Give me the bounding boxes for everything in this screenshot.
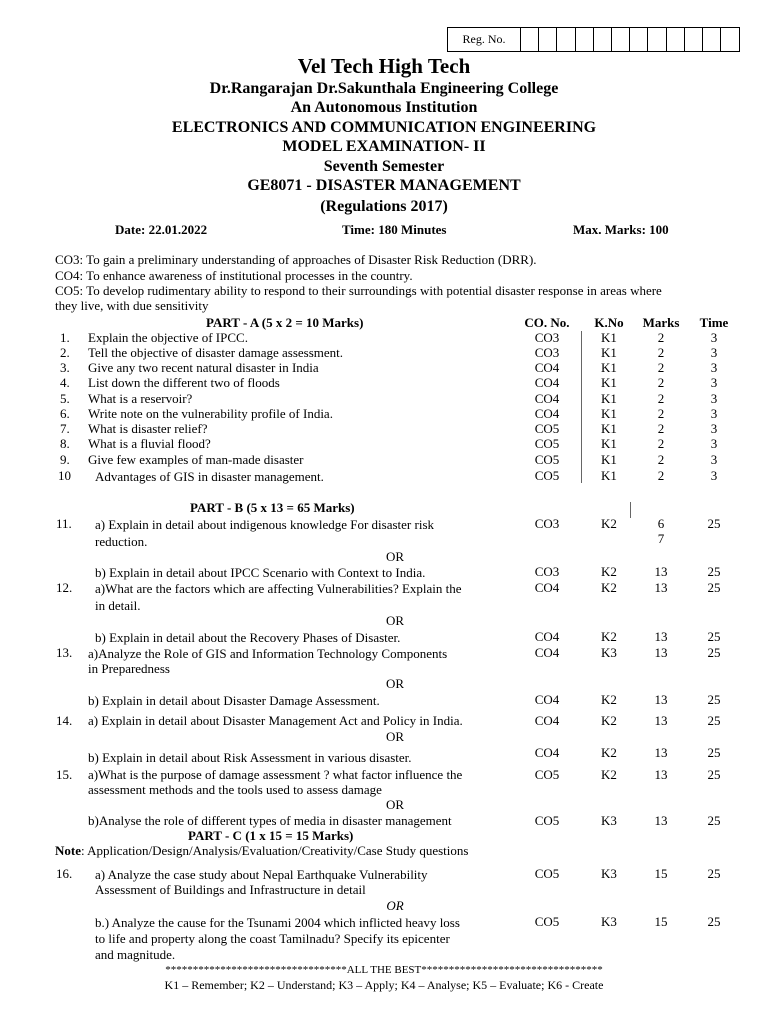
reg-no-cell xyxy=(703,28,721,51)
question-number: 4. xyxy=(60,375,70,390)
course-outcome-co4: CO4: To enhance awareness of institutional processes in the country. xyxy=(55,268,413,283)
question-k: K1 xyxy=(601,452,617,467)
question-text-cont: reduction. xyxy=(95,534,148,549)
question-co: CO5 xyxy=(534,452,560,467)
question-time: 3 xyxy=(710,391,718,406)
question-co: CO5 xyxy=(534,866,560,881)
all-the-best: *********************************ALL THE BEST********************************* xyxy=(165,964,603,976)
question-text: What is a reservoir? xyxy=(88,391,193,406)
question-number: 10 xyxy=(58,468,71,483)
question-marks: 2 xyxy=(657,421,665,436)
question-time: 3 xyxy=(710,375,718,390)
or-separator: OR xyxy=(385,613,405,628)
question-text: Give few examples of man-made disaster xyxy=(88,452,304,467)
question-number: 12. xyxy=(56,580,73,595)
part-a-title: PART - A (5 x 2 = 10 Marks) xyxy=(206,315,364,330)
question-co: CO5 xyxy=(534,767,560,782)
column-divider xyxy=(581,331,582,483)
question-number: 16. xyxy=(56,866,73,881)
question-marks: 2 xyxy=(657,436,665,451)
or-separator: OR xyxy=(385,797,405,812)
question-text: Give any two recent natural disaster in India xyxy=(88,360,319,375)
question-text: b) Explain in detail about the Recovery Phases of Disaster. xyxy=(95,630,401,645)
reg-no-cell xyxy=(576,28,594,51)
course-outcome-co5-cont: they live, with due sensitivity xyxy=(55,298,209,313)
question-text: Explain the objective of IPCC. xyxy=(88,330,248,345)
question-time: 3 xyxy=(710,345,718,360)
question-marks: 13 xyxy=(654,629,668,644)
question-text: a)What is the purpose of damage assessment ? what factor influence the xyxy=(88,767,463,782)
question-text: b.) Analyze the cause for the Tsunami 2004 which inflicted heavy loss xyxy=(95,915,460,930)
or-separator: OR xyxy=(385,549,405,564)
question-marks: 15 xyxy=(654,914,668,929)
question-text: Write note on the vulnerability profile of India. xyxy=(88,406,333,421)
question-text: Advantages of GIS in disaster management. xyxy=(95,469,324,484)
question-number: 11. xyxy=(56,516,72,531)
question-time: 3 xyxy=(710,406,718,421)
question-marks: 13 xyxy=(654,692,668,707)
question-co: CO4 xyxy=(534,360,560,375)
question-k: K2 xyxy=(601,564,617,579)
question-number: 7. xyxy=(60,421,70,436)
question-k: K1 xyxy=(601,360,617,375)
question-co: CO4 xyxy=(534,629,560,644)
reg-no-cell xyxy=(594,28,612,51)
question-co: CO5 xyxy=(534,468,560,483)
part-c-title: PART - C (1 x 15 = 15 Marks) xyxy=(188,828,354,843)
course-outcome-co3: CO3: To gain a preliminary understanding of approaches of Disaster Risk Reduction (DRR). xyxy=(55,252,537,267)
question-time: 3 xyxy=(710,468,718,483)
question-k: K1 xyxy=(601,468,617,483)
question-text-cont: assessment methods and the tools used to assess damage xyxy=(88,782,382,797)
question-text: a) Explain in detail about indigenous knowledge For disaster risk xyxy=(95,517,435,532)
question-time: 25 xyxy=(707,516,721,531)
course-title: GE8071 - DISASTER MANAGEMENT xyxy=(247,177,521,194)
reg-no-cell xyxy=(521,28,539,51)
question-co: CO5 xyxy=(534,421,560,436)
question-co: CO4 xyxy=(534,391,560,406)
question-marks: 13 xyxy=(654,767,668,782)
question-co: CO5 xyxy=(534,813,560,828)
reg-no-cell xyxy=(612,28,630,51)
question-k: K3 xyxy=(601,813,617,828)
part-c-note xyxy=(55,843,468,858)
reg-no-cell xyxy=(539,28,557,51)
question-co: CO3 xyxy=(534,516,560,531)
question-time: 25 xyxy=(707,813,721,828)
question-time: 25 xyxy=(707,866,721,881)
question-marks: 13 xyxy=(654,564,668,579)
question-co: CO4 xyxy=(534,406,560,421)
reg-no-cell xyxy=(667,28,685,51)
question-time: 25 xyxy=(707,645,721,660)
question-marks: 2 xyxy=(657,468,665,483)
question-k: K1 xyxy=(601,436,617,451)
question-time: 25 xyxy=(707,692,721,707)
question-k: K2 xyxy=(601,745,617,760)
question-text: a)What are the factors which are affecting Vulnerabilities? Explain the xyxy=(95,581,462,596)
question-marks: 2 xyxy=(657,391,665,406)
question-time: 25 xyxy=(707,767,721,782)
question-k: K1 xyxy=(601,406,617,421)
question-marks: 2 xyxy=(657,406,665,421)
question-text: a) Explain in detail about Disaster Management Act and Policy in India. xyxy=(88,713,463,728)
regulations: (Regulations 2017) xyxy=(320,198,448,215)
question-number: 15. xyxy=(56,767,73,782)
question-text: a) Analyze the case study about Nepal Earthquake Vulnerability xyxy=(95,867,428,882)
question-text-cont: Assessment of Buildings and Infrastructure in detail xyxy=(95,882,366,897)
question-k: K2 xyxy=(601,516,617,531)
question-marks: 2 xyxy=(657,360,665,375)
or-separator: OR xyxy=(386,898,404,913)
question-number: 2. xyxy=(60,345,70,360)
question-text: b) Explain in detail about Disaster Damage Assessment. xyxy=(88,693,380,708)
question-k: K3 xyxy=(601,866,617,881)
question-text: b) Explain in detail about IPCC Scenario with Context to India. xyxy=(95,565,426,580)
institution-name: Vel Tech High Tech xyxy=(297,54,471,78)
exam-date: Date: 22.01.2022 xyxy=(115,222,208,237)
question-co: CO4 xyxy=(534,375,560,390)
question-number: 6. xyxy=(60,406,70,421)
question-text: b) Explain in detail about Risk Assessment in various disaster. xyxy=(88,750,412,765)
question-marks: 13 xyxy=(654,645,668,660)
note-label: Note xyxy=(55,843,81,858)
question-text-cont: and magnitude. xyxy=(95,947,176,962)
question-number: 9. xyxy=(60,452,70,467)
col-header-co: CO. No. xyxy=(524,315,570,330)
question-text: What is a fluvial flood? xyxy=(88,436,211,451)
question-text-cont: to life and property along the coast Tamilnadu? Specify its epicenter xyxy=(95,931,450,946)
question-k: K2 xyxy=(601,692,617,707)
question-marks: 15 xyxy=(654,866,668,881)
col-header-marks: Marks xyxy=(642,315,680,330)
question-co: CO4 xyxy=(534,580,560,595)
question-time: 25 xyxy=(707,564,721,579)
question-marks: 13 xyxy=(654,713,668,728)
question-k: K1 xyxy=(601,345,617,360)
question-time: 3 xyxy=(710,421,718,436)
question-co: CO4 xyxy=(534,713,560,728)
or-separator: OR xyxy=(385,676,405,691)
exam-name: MODEL EXAMINATION- II xyxy=(282,138,486,155)
question-k: K2 xyxy=(601,713,617,728)
question-time: 3 xyxy=(710,436,718,451)
question-co: CO4 xyxy=(534,745,560,760)
note-text: : Application/Design/Analysis/Evaluation/Creativity/Case Study questions xyxy=(81,843,469,858)
max-marks: Max. Marks: 100 xyxy=(573,222,669,237)
question-number: 8. xyxy=(60,436,70,451)
question-k: K2 xyxy=(601,629,617,644)
reg-no-cell xyxy=(557,28,575,51)
col-header-k: K.No xyxy=(594,315,624,330)
question-co: CO5 xyxy=(534,436,560,451)
department-name: ELECTRONICS AND COMMUNICATION ENGINEERING xyxy=(171,119,597,136)
knowledge-level-legend: K1 – Remember; K2 – Understand; K3 – Apply; K4 – Analyse; K5 – Evaluate; K6 - Create xyxy=(164,978,604,992)
question-text-cont: in detail. xyxy=(95,598,141,613)
question-marks: 7 xyxy=(657,531,665,546)
question-co: CO3 xyxy=(534,330,560,345)
question-text: b)Analyse the role of different types of media in disaster management xyxy=(88,813,452,828)
question-time: 25 xyxy=(707,713,721,728)
part-b-title: PART - B (5 x 13 = 65 Marks) xyxy=(190,500,355,515)
autonomous-line: An Autonomous Institution xyxy=(290,99,478,116)
question-co: CO4 xyxy=(534,645,560,660)
question-number: 1. xyxy=(60,330,70,345)
question-time: 25 xyxy=(707,580,721,595)
question-time: 3 xyxy=(710,360,718,375)
question-k: K2 xyxy=(601,580,617,595)
question-k: K1 xyxy=(601,375,617,390)
question-marks: 13 xyxy=(654,745,668,760)
question-time: 25 xyxy=(707,914,721,929)
reg-no-cell xyxy=(721,28,739,51)
question-k: K1 xyxy=(601,391,617,406)
question-k: K2 xyxy=(601,767,617,782)
col-header-time: Time xyxy=(699,315,729,330)
question-text: Tell the objective of disaster damage assessment. xyxy=(88,345,344,360)
question-text: List down the different two of floods xyxy=(88,375,280,390)
question-text-cont: in Preparedness xyxy=(88,661,170,676)
reg-no-box xyxy=(447,27,740,52)
college-name: Dr.Rangarajan Dr.Sakunthala Engineering College xyxy=(209,80,559,97)
question-marks: 13 xyxy=(654,813,668,828)
question-number: 14. xyxy=(56,713,73,728)
question-marks: 2 xyxy=(657,375,665,390)
exam-time: Time: 180 Minutes xyxy=(342,222,447,237)
question-time: 3 xyxy=(710,452,718,467)
question-text: a)Analyze the Role of GIS and Information Technology Components xyxy=(88,646,448,661)
question-marks: 2 xyxy=(657,452,665,467)
question-text: What is disaster relief? xyxy=(88,421,208,436)
question-marks: 2 xyxy=(657,345,665,360)
question-number: 13. xyxy=(56,645,73,660)
question-number: 3. xyxy=(60,360,70,375)
question-k: K3 xyxy=(601,645,617,660)
question-time: 25 xyxy=(707,745,721,760)
question-co: CO3 xyxy=(534,564,560,579)
question-marks: 2 xyxy=(657,330,665,345)
question-k: K1 xyxy=(601,330,617,345)
question-marks: 6 xyxy=(657,516,665,531)
course-outcome-co5: CO5: To develop rudimentary ability to respond to their surroundings with potential disaster response in areas where xyxy=(55,283,662,298)
reg-no-cell xyxy=(630,28,648,51)
question-time: 3 xyxy=(710,330,718,345)
question-co: CO5 xyxy=(534,914,560,929)
question-number: 5. xyxy=(60,391,70,406)
reg-no-cell xyxy=(648,28,666,51)
question-time: 25 xyxy=(707,629,721,644)
reg-no-cell xyxy=(685,28,703,51)
question-k: K3 xyxy=(601,914,617,929)
question-co: CO3 xyxy=(534,345,560,360)
question-k: K1 xyxy=(601,421,617,436)
reg-no-label: Reg. No. xyxy=(448,28,521,51)
or-separator: OR xyxy=(385,729,405,744)
semester: Seventh Semester xyxy=(323,158,445,175)
question-co: CO4 xyxy=(534,692,560,707)
question-marks: 13 xyxy=(654,580,668,595)
